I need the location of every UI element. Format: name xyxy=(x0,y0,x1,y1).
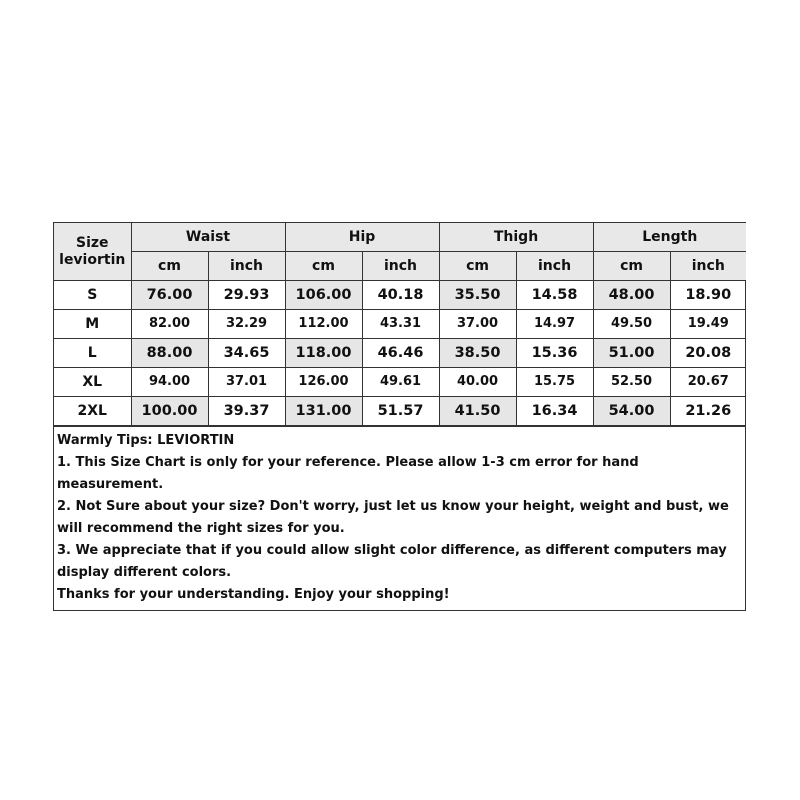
tip-item: 3. We appreciate that if you could allow slight color difference, as different computers may display different colors. xyxy=(57,543,727,580)
inch-value-cell: 34.65 xyxy=(208,339,285,368)
cm-value-cell: 88.00 xyxy=(131,339,208,368)
group-header-length: Length xyxy=(593,223,746,252)
group-header-thigh: Thigh xyxy=(439,223,593,252)
inch-value-cell: 14.58 xyxy=(516,281,593,310)
size-cell: XL xyxy=(54,368,131,397)
header-group-row xyxy=(54,223,746,252)
size-header xyxy=(54,223,131,281)
size-cell: L xyxy=(54,339,131,368)
cm-value-cell: 40.00 xyxy=(439,368,516,397)
cm-value-cell: 49.50 xyxy=(593,310,670,339)
size-cell: M xyxy=(54,310,131,339)
unit-header: inch xyxy=(362,252,439,281)
cm-value-cell: 100.00 xyxy=(131,397,208,426)
inch-value-cell: 40.18 xyxy=(362,281,439,310)
inch-value-cell: 19.49 xyxy=(670,310,746,339)
size-cell: 2XL xyxy=(54,397,131,426)
inch-value-cell: 20.08 xyxy=(670,339,746,368)
tip-item: 2. Not Sure about your size? Don't worry, just let us know your height, weight and bust, we will recommend the right sizes for you. xyxy=(57,499,729,536)
cm-value-cell: 41.50 xyxy=(439,397,516,426)
size-row xyxy=(54,310,746,339)
inch-value-cell: 18.90 xyxy=(670,281,746,310)
cm-value-cell: 112.00 xyxy=(285,310,362,339)
unit-header: inch xyxy=(516,252,593,281)
unit-header: inch xyxy=(208,252,285,281)
size-row xyxy=(54,281,746,310)
inch-value-cell: 29.93 xyxy=(208,281,285,310)
size-cell: S xyxy=(54,281,131,310)
tips-title: Warmly Tips: LEVIORTIN xyxy=(57,433,235,448)
inch-value-cell: 21.26 xyxy=(670,397,746,426)
cm-value-cell: 35.50 xyxy=(439,281,516,310)
unit-header: inch xyxy=(670,252,746,281)
inch-value-cell: 51.57 xyxy=(362,397,439,426)
size-row xyxy=(54,397,746,426)
inch-value-cell: 39.37 xyxy=(208,397,285,426)
cm-value-cell: 126.00 xyxy=(285,368,362,397)
tips-section xyxy=(54,426,745,610)
size-rows xyxy=(54,281,746,426)
inch-value-cell: 15.75 xyxy=(516,368,593,397)
cm-value-cell: 131.00 xyxy=(285,397,362,426)
cm-value-cell: 54.00 xyxy=(593,397,670,426)
header-unit-row xyxy=(54,252,746,281)
size-table xyxy=(54,223,746,426)
unit-header: cm xyxy=(593,252,670,281)
tips-closing: Thanks for your understanding. Enjoy your shopping! xyxy=(57,587,450,602)
inch-value-cell: 16.34 xyxy=(516,397,593,426)
inch-value-cell: 20.67 xyxy=(670,368,746,397)
size-row xyxy=(54,339,746,368)
cm-value-cell: 82.00 xyxy=(131,310,208,339)
inch-value-cell: 37.01 xyxy=(208,368,285,397)
tip-item: 1. This Size Chart is only for your reference. Please allow 1-3 cm error for hand measurement. xyxy=(57,455,639,492)
inch-value-cell: 49.61 xyxy=(362,368,439,397)
inch-value-cell: 15.36 xyxy=(516,339,593,368)
cm-value-cell: 94.00 xyxy=(131,368,208,397)
cm-value-cell: 76.00 xyxy=(131,281,208,310)
cm-value-cell: 118.00 xyxy=(285,339,362,368)
cm-value-cell: 38.50 xyxy=(439,339,516,368)
cm-value-cell: 37.00 xyxy=(439,310,516,339)
unit-header: cm xyxy=(131,252,208,281)
inch-value-cell: 46.46 xyxy=(362,339,439,368)
inch-value-cell: 32.29 xyxy=(208,310,285,339)
cm-value-cell: 51.00 xyxy=(593,339,670,368)
unit-header: cm xyxy=(439,252,516,281)
cm-value-cell: 48.00 xyxy=(593,281,670,310)
size-chart xyxy=(53,222,746,611)
group-header-hip: Hip xyxy=(285,223,439,252)
size-row xyxy=(54,368,746,397)
cm-value-cell: 106.00 xyxy=(285,281,362,310)
unit-header: cm xyxy=(285,252,362,281)
size-header-line2: leviortin xyxy=(59,251,126,268)
inch-value-cell: 14.97 xyxy=(516,310,593,339)
size-header-line1: Size xyxy=(75,235,109,252)
group-header-waist: Waist xyxy=(131,223,285,252)
cm-value-cell: 52.50 xyxy=(593,368,670,397)
inch-value-cell: 43.31 xyxy=(362,310,439,339)
